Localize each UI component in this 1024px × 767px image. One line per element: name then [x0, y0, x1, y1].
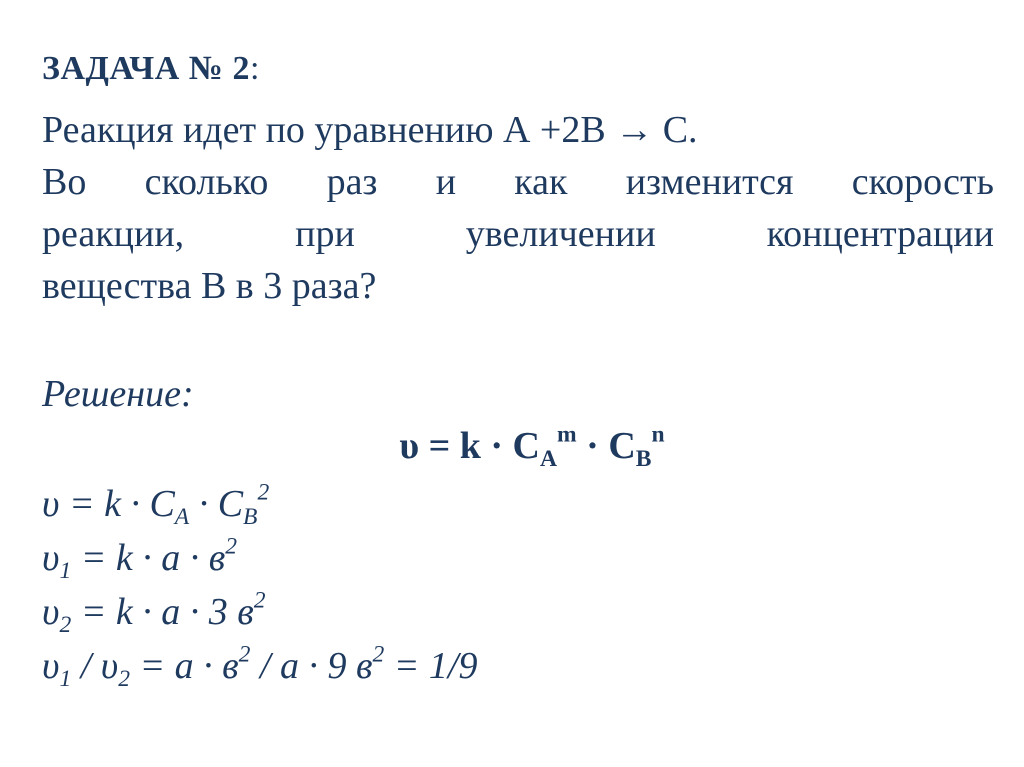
word: как — [514, 161, 568, 203]
task-line-2 — [42, 156, 994, 208]
word: сколько — [144, 161, 269, 203]
word: реакции, — [42, 213, 185, 255]
eq-sup: 2 — [372, 641, 385, 668]
equation-2 — [42, 533, 238, 585]
eq-part: = k · а · 3 в — [71, 591, 254, 633]
eq-sub: 1 — [59, 558, 72, 585]
eq-part: · C — [189, 483, 244, 525]
main-rate-formula — [0, 421, 1024, 473]
eq-part: υ — [42, 645, 60, 687]
formula-sub: B — [635, 446, 652, 473]
task-title-colon: : — [249, 50, 260, 87]
eq-part: / υ — [71, 645, 119, 687]
eq-result: = 1/9 — [384, 645, 478, 687]
task-line-4: вещества В в 3 раза? — [42, 265, 377, 307]
solution-label: Решение: — [42, 373, 194, 415]
eq-part: υ — [42, 591, 60, 633]
formula-part: · C — [576, 425, 636, 467]
eq-sub: A — [174, 504, 190, 531]
equation-1 — [42, 479, 270, 531]
formula-part: υ = k · C — [399, 425, 541, 467]
word: раз — [326, 161, 378, 203]
word: и — [435, 161, 457, 203]
eq-part: υ = k · C — [42, 483, 175, 525]
word: концентрации — [766, 213, 994, 255]
eq-part: υ — [42, 537, 60, 579]
eq-sup: 2 — [238, 641, 251, 668]
eq-sup: 2 — [253, 587, 266, 614]
eq-sub: 2 — [59, 612, 72, 639]
task-title — [42, 50, 260, 88]
eq-part: = а · в — [130, 645, 239, 687]
word: изменится — [625, 161, 794, 203]
task-title-text: ЗАДАЧА № 2 — [42, 50, 250, 87]
formula-sub: A — [540, 446, 558, 473]
eq-sup: 2 — [225, 533, 238, 560]
task-line-3 — [42, 208, 994, 260]
word: Во — [42, 161, 87, 203]
eq-sub: 2 — [118, 666, 131, 693]
eq-part: = k · а · в — [71, 537, 226, 579]
equation-4 — [42, 641, 478, 693]
eq-part: / а · 9 в — [250, 645, 373, 687]
eq-sub: B — [243, 504, 258, 531]
word: увеличении — [465, 213, 656, 255]
formula-sup: n — [651, 421, 665, 448]
eq-sub: 1 — [59, 666, 72, 693]
equation-3 — [42, 587, 266, 639]
task-line-equation: Реакция идет по уравнению А +2В → С. — [42, 109, 698, 151]
word: при — [295, 213, 355, 255]
word: скорость — [851, 161, 994, 203]
eq-sup: 2 — [257, 479, 270, 506]
formula-sup: m — [557, 421, 577, 448]
